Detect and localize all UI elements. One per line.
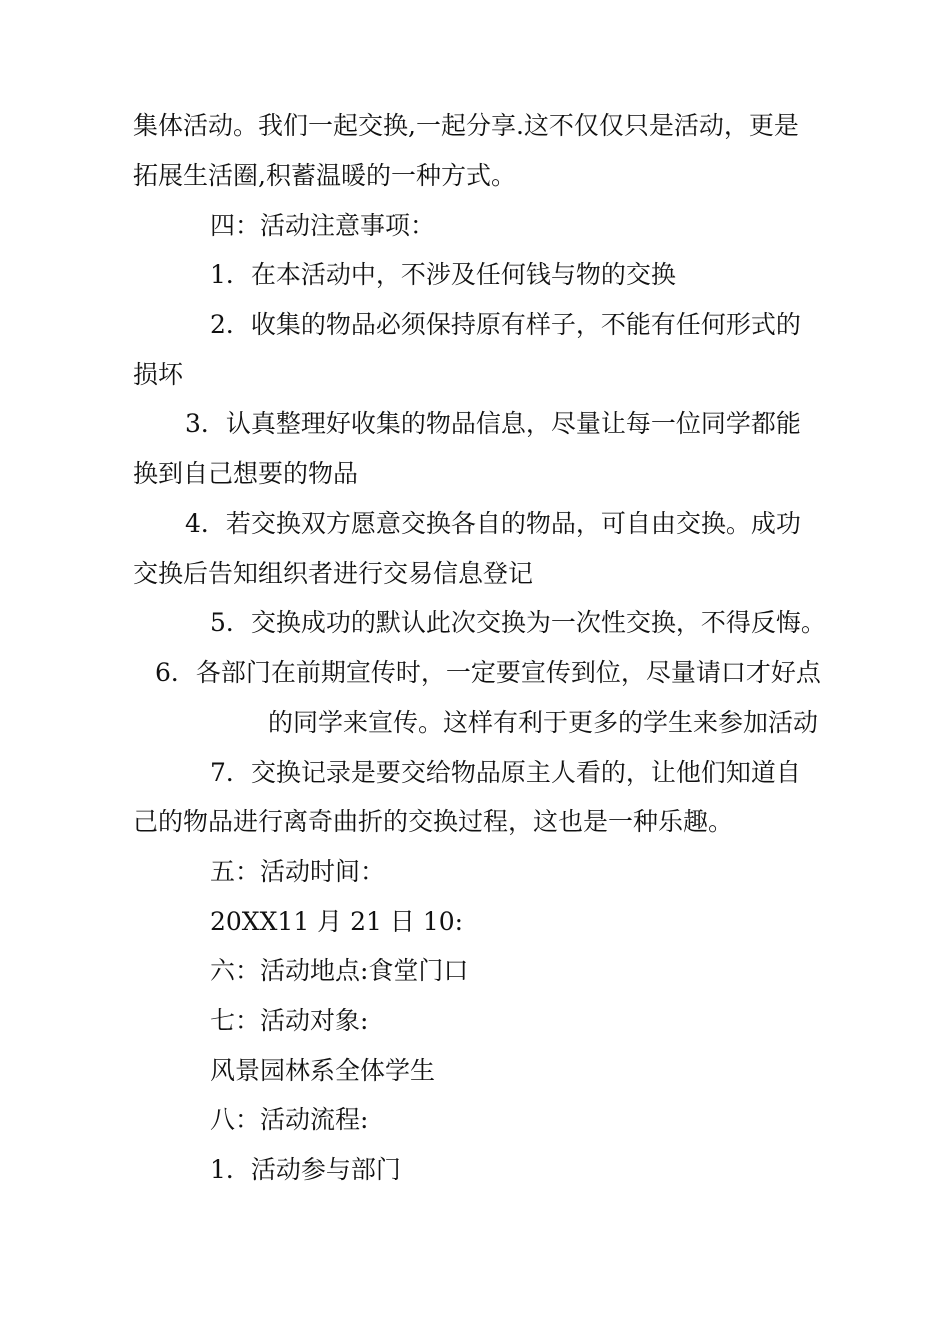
list-item: 1．活动参与部门 xyxy=(210,1155,401,1184)
list-item: 2．收集的物品必须保持原有样子，不能有任何形式的 xyxy=(210,310,801,339)
section-heading: 七：活动对象: xyxy=(210,1006,369,1035)
section-heading: 八：活动流程: xyxy=(210,1105,369,1134)
text-line: 的同学来宣传。这样有利于更多的学生来参加活动 xyxy=(268,708,819,737)
list-item: 3．认真整理好收集的物品信息，尽量让每一位同学都能 xyxy=(185,409,801,438)
text-line: 风景园林系全体学生 xyxy=(210,1056,436,1085)
list-item: 4．若交换双方愿意交换各自的物品，可自由交换。成功 xyxy=(185,509,801,538)
text-line: 损坏 xyxy=(133,360,184,389)
text-line: 交换后告知组织者进行交易信息登记 xyxy=(133,559,534,588)
text-line: 己的物品进行离奇曲折的交换过程，这也是一种乐趣。 xyxy=(133,807,734,836)
list-item: 6．各部门在前期宣传时，一定要宣传到位，尽量请口才好点 xyxy=(155,658,821,687)
text-line: 20XX11 月 21 日 10: xyxy=(210,907,464,936)
text-line: 拓展生活圈,积蓄温暖的一种方式。 xyxy=(133,161,516,190)
list-item: 1．在本活动中，不涉及任何钱与物的交换 xyxy=(210,260,676,289)
section-heading: 四：活动注意事项： xyxy=(210,211,436,240)
section-heading: 五：活动时间： xyxy=(210,857,386,886)
list-item: 5．交换成功的默认此次交换为一次性交换，不得反悔。 xyxy=(210,608,826,637)
list-item: 7．交换记录是要交给物品原主人看的，让他们知道自 xyxy=(210,758,801,787)
text-line: 集体活动。我们一起交换,一起分享.这不仅仅只是活动，更是 xyxy=(133,111,799,140)
text-line: 换到自己想要的物品 xyxy=(133,459,359,488)
section-heading: 六：活动地点:食堂门口 xyxy=(210,956,469,985)
